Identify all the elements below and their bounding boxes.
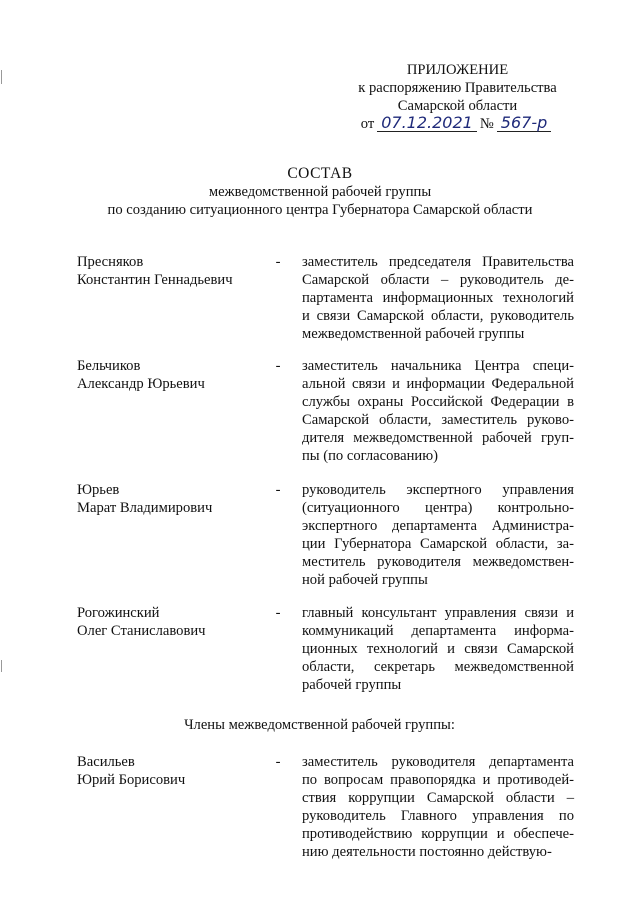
role-line: заместитель руководителя департамента [302,754,574,770]
list-item [77,604,577,693]
member-role [302,253,574,343]
leaders-list-4 [77,604,577,693]
appendix-line-2: Самарской области [397,98,518,114]
dash: - [275,754,281,770]
member-given-name: Александр Юрьевич [77,376,205,392]
member-name [77,604,267,640]
dash: - [275,605,281,621]
role-line: заместитель начальника Центра специ- [302,358,574,374]
leaders-list-2 [77,357,577,464]
role-line: Самарской области, заместитель руково- [302,412,574,428]
role-line: рабочей группы [302,677,402,693]
member-surname: Васильев [77,754,135,770]
member-surname: Пресняков [77,254,144,270]
role-line: ной рабочей группы [302,572,428,588]
handwritten-date: 07.12.2021 [377,115,477,132]
list-item [77,481,577,588]
order-line [350,115,565,133]
role-line: Самарской области – руководитель де- [302,272,574,288]
title-line-2: по созданию ситуационного центра Губернатора Самарской области [107,202,533,218]
role-line: ции Губернатора Самарской области, за- [302,536,574,552]
scan-edge-mark [1,660,2,672]
member-role [302,753,574,861]
member-name [77,753,267,789]
member-name [77,357,267,393]
list-item [77,357,577,464]
list-item [77,253,577,343]
role-line: межведомственной рабочей группы [302,326,525,342]
role-line: пы (по согласованию) [302,448,438,464]
role-line: экспертного департамента Администра- [302,518,574,534]
member-role [302,481,574,589]
member-name [77,253,267,289]
scan-edge-mark [1,70,2,84]
member-given-name: Марат Владимирович [77,500,213,516]
member-role [302,604,574,694]
role-line: области, секретарь межведомственной [302,659,574,675]
role-line: и связи Самарской области, руководитель [302,308,574,324]
role-line: коммуникаций департамента информа- [302,623,574,639]
appendix-title: ПРИЛОЖЕНИЕ [406,62,509,78]
role-line: руководитель экспертного управления [302,482,574,498]
member-given-name: Юрий Борисович [77,772,186,788]
leaders-list-3 [77,481,577,588]
number-sign: № [479,116,494,132]
member-surname: Рогожинский [77,605,160,621]
role-line: ствия коррупции Самарской области – [302,790,574,806]
list-item [77,753,577,860]
member-surname: Юрьев [77,482,120,498]
role-line: альной связи и информации Федеральной [302,376,574,392]
role-line: противодействию коррупции и обеспече- [302,826,574,842]
member-given-name: Константин Геннадьевич [77,272,233,288]
role-line: по вопросам правопорядка и противодей- [302,772,574,788]
member-surname: Бельчиков [77,358,141,374]
member-given-name: Олег Станиславович [77,623,206,639]
role-line: нию деятельности постоянно действую- [302,844,552,860]
appendix-line-1: к распоряжению Правительства [358,80,557,96]
date-prefix: от [360,116,375,132]
member-role [302,357,574,465]
members-list [77,753,577,860]
role-line: дителя межведомственной рабочей груп- [302,430,574,446]
title-line-1: межведомственной рабочей группы [208,184,432,200]
title-main: СОСТАВ [287,165,353,182]
appendix-header [350,61,565,133]
document-title [60,165,580,219]
dash: - [275,482,281,498]
members-heading: Члены межведомственной рабочей группы: [184,717,455,733]
dash: - [275,254,281,270]
role-line: руководитель Главного управления по [302,808,574,824]
handwritten-number: 567-р [497,115,551,132]
role-line: (ситуационного центра) контрольно- [302,500,574,516]
role-line: партамента информационных технологий [302,290,574,306]
dash: - [275,358,281,374]
role-line: заместитель председателя Правительства [302,254,574,270]
role-line: ционных технологий и связи Самарской [302,641,574,657]
role-line: службы охраны Российской Федерации в [302,394,574,410]
role-line: главный консультант управления связи и [302,605,574,621]
member-name [77,481,267,517]
role-line: меститель руководителя межведомствен- [302,554,574,570]
